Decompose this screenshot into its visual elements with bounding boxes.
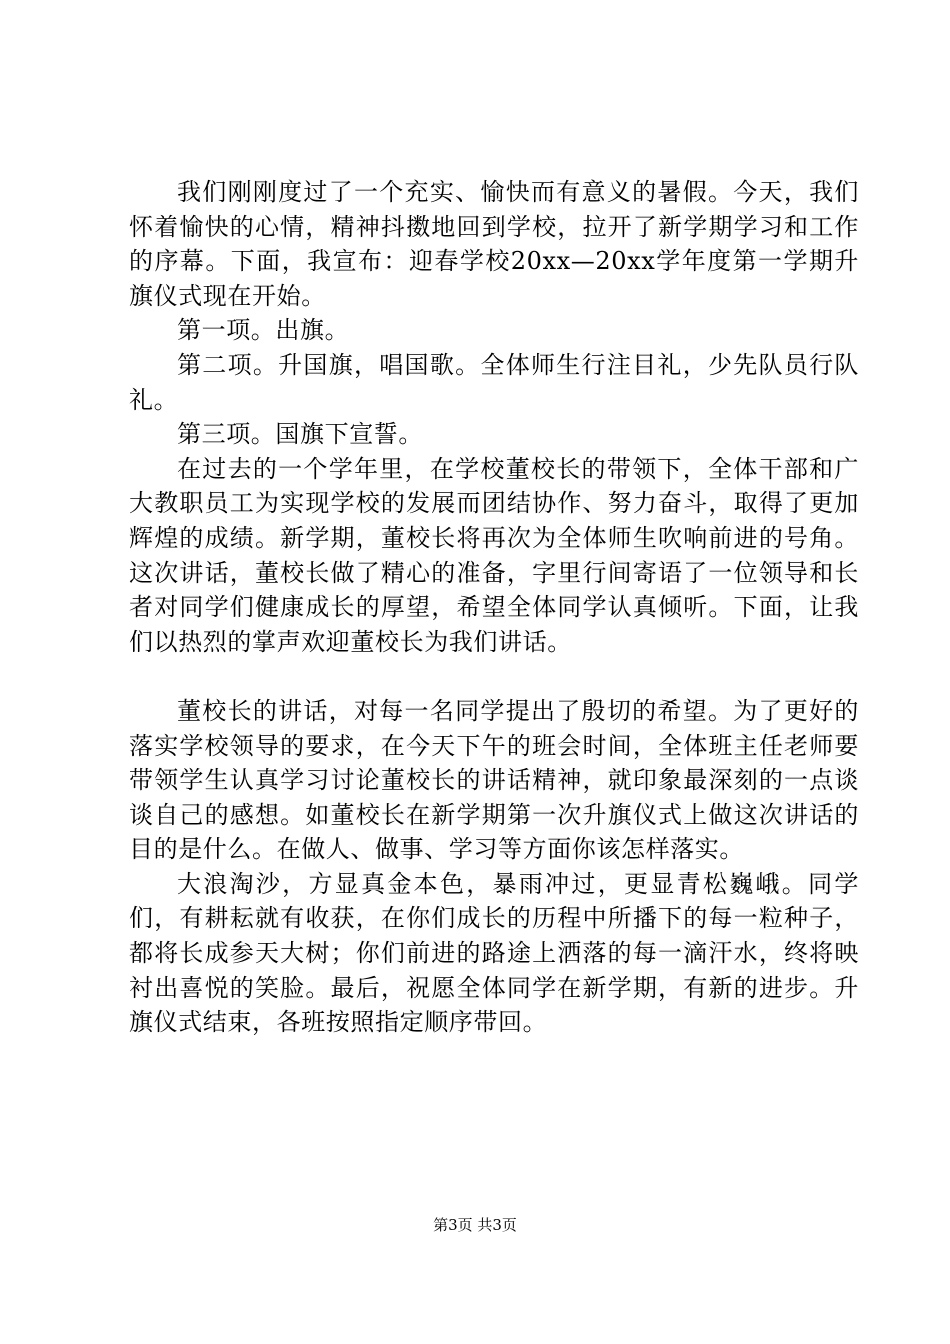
paragraph-closing: 大浪淘沙，方显真金本色，暴雨冲过，更显青松巍峨。同学们，有耕耘就有收获，在你们成长的历程中所播下的每一粒种子，都将长成参天大树；你们前进的路途上洒落的每一滴汗水，终将映衬出喜悦的笑脸。最后，祝愿全体同学在新学期，有新的进步。升旗仪式结束，各班按照指定顺序带回。 [129,869,859,1037]
paragraph-item-3: 第三项。国旗下宣誓。 [177,420,423,449]
paragraph-introduction: 在过去的一个学年里，在学校董校长的带领下，全体干部和广大教职员工为实现学校的发展而团结协作、努力奋斗，取得了更加辉煌的成绩。新学期，董校长将再次为全体师生吹响前进的号角。这次讲话，董校长做了精心的准备，字里行间寄语了一位领导和长者对同学们健康成长的厚望，希望全体同学认真倾听。下面，让我们以热烈的掌声欢迎董校长为我们讲话。 [129,454,859,656]
paragraph-response: 董校长的讲话，对每一名同学提出了殷切的希望。为了更好的落实学校领导的要求，在今天下午的班会时间，全体班主任老师要带领学生认真学习讨论董校长的讲话精神，就印象最深刻的一点谈谈自己的感想。如董校长在新学期第一次升旗仪式上做这次讲话的目的是什么。在做人、做事、学习等方面你该怎样落实。 [129,696,859,864]
page-footer [0,1215,950,1235]
paragraph-opening: 我们刚刚度过了一个充实、愉快而有意义的暑假。今天，我们怀着愉快的心情，精神抖擞地回到学校，拉开了新学期学习和工作的序幕。下面，我宣布：迎春学校20xx—20xx学年度第一学期升旗仪式现在开始。 [129,178,859,310]
document-body [129,175,859,1040]
page-number-label: 第3页 共3页 [433,1216,517,1234]
paragraph-item-1: 第一项。出旗。 [177,316,350,345]
paragraph-item-2: 第二项。升国旗，唱国歌。全体师生行注目礼，少先队员行队礼。 [129,350,859,414]
